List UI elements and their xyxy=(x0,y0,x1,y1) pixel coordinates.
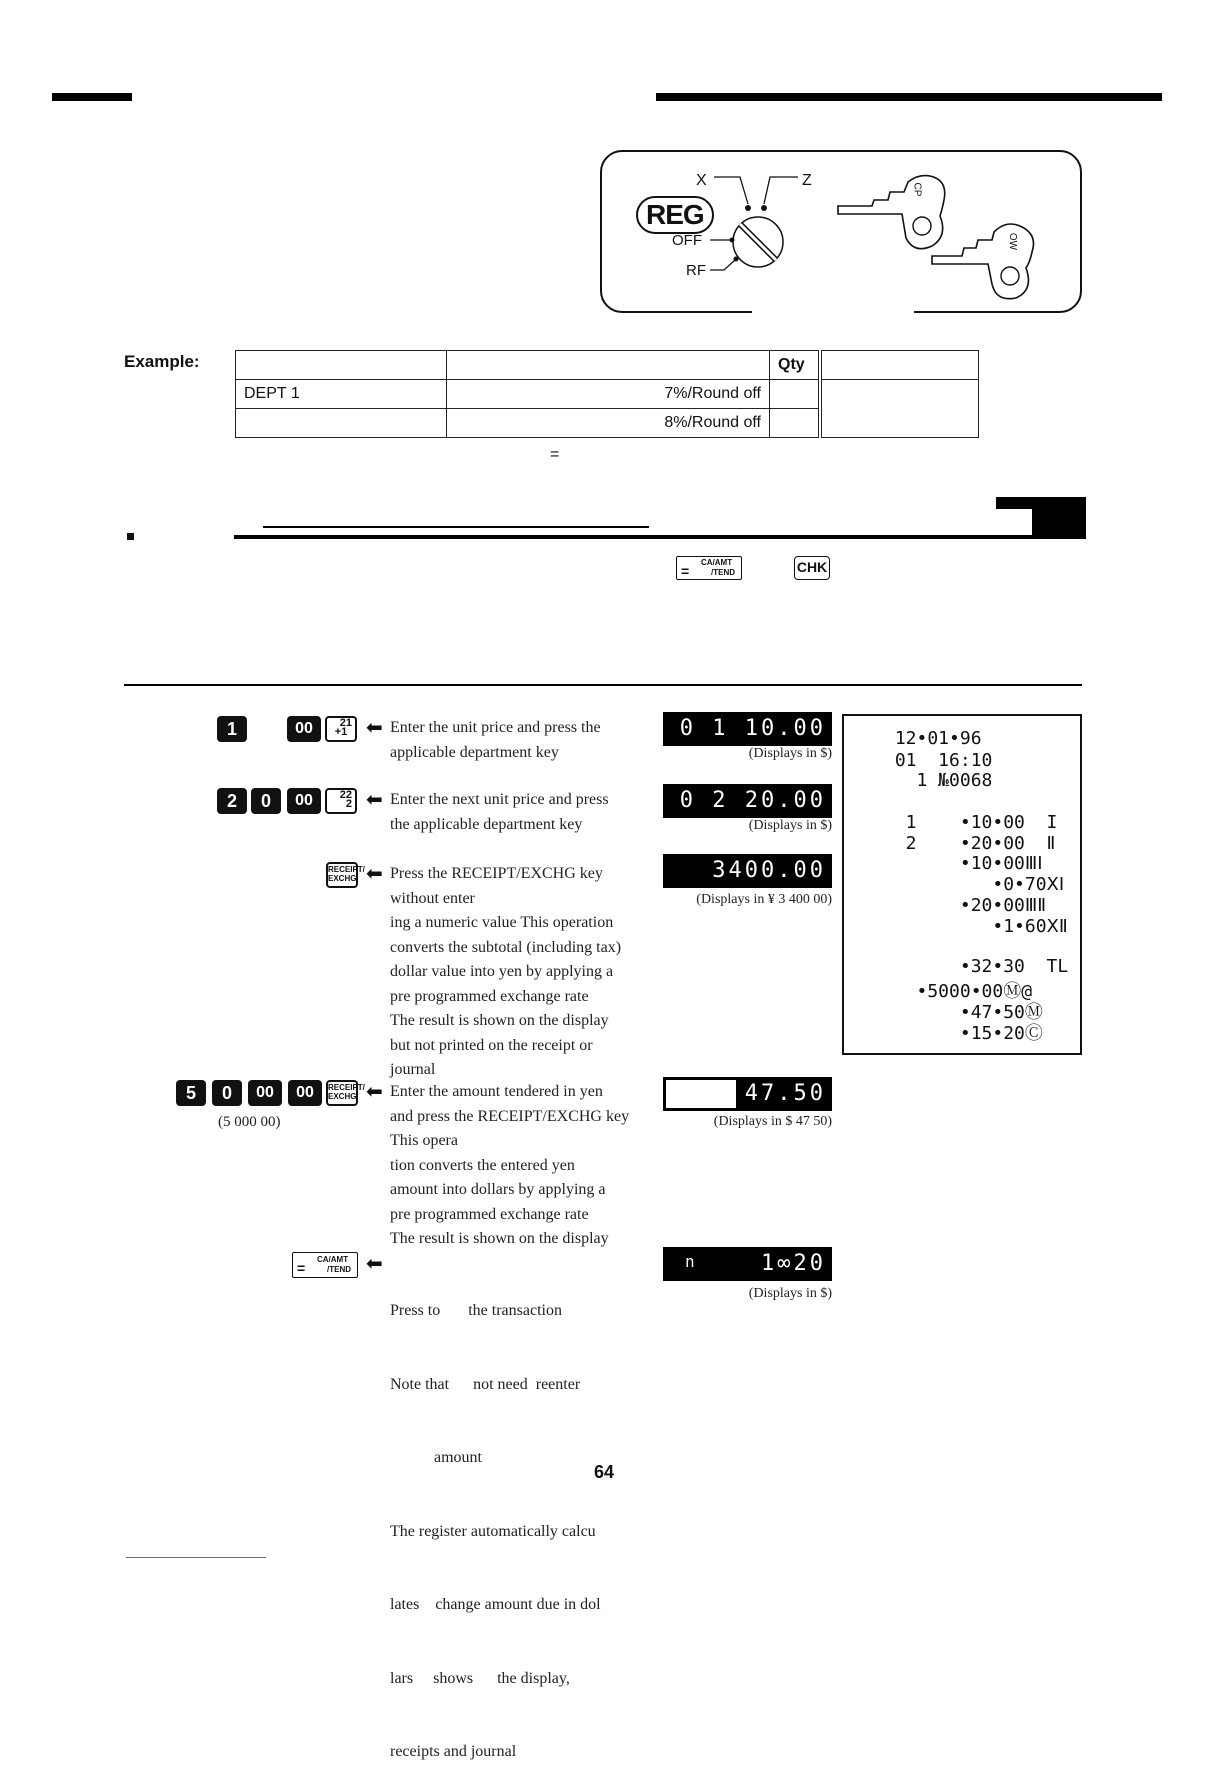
example-table xyxy=(235,350,979,438)
receipt-exchg-key xyxy=(326,1080,365,1106)
mode-switch-illustration xyxy=(600,150,1082,313)
receipt-line: •0•70ⅩⅠ xyxy=(884,874,1065,895)
step2-caption: (Displays in $) xyxy=(748,818,832,833)
dept-key-2 xyxy=(325,788,357,814)
desc-line: Press the RECEIPT/EXCHG key without enter xyxy=(390,865,603,907)
section-tab-block xyxy=(1032,497,1086,539)
desc-line: the applicable department key xyxy=(390,815,583,833)
key-00: 00 xyxy=(248,1080,282,1106)
dept-key-top: 22 xyxy=(339,789,352,801)
step3-display: 3400.00 xyxy=(663,854,832,888)
step4-caption: (Displays in $ 47 50) xyxy=(713,1114,832,1129)
step4-display: 47.50 xyxy=(663,1077,832,1111)
step5-display xyxy=(663,1247,832,1281)
arrow-icon: ⬅ xyxy=(366,717,383,739)
key-1: 1 xyxy=(217,716,247,742)
qty-cell xyxy=(770,409,821,438)
key-5: 5 xyxy=(176,1080,206,1106)
table-cell xyxy=(236,351,447,380)
ca-key-eq: = xyxy=(681,563,690,579)
step2-desc xyxy=(390,788,638,837)
section-tab-step xyxy=(996,497,1036,509)
dept-key-bottom: 2 xyxy=(345,798,352,810)
desc-line: The result is shown on the display xyxy=(390,1230,609,1247)
receipt-line: •32•30 TL xyxy=(884,956,1069,977)
chk-key: CHK xyxy=(794,556,830,580)
step1-display: 0 1 10.00 xyxy=(663,712,832,746)
step5-caption: (Displays in $) xyxy=(748,1286,832,1301)
footer-link-line xyxy=(126,1557,266,1558)
desc-line: pre programmed exchange rate xyxy=(390,987,589,1005)
section-underline-thin xyxy=(263,526,649,528)
mode-reg-label: REG xyxy=(636,196,714,234)
ca-key-bottom: /TEND xyxy=(327,1265,351,1274)
receipt-line: 1 №0068 xyxy=(884,770,993,791)
dept-cell xyxy=(236,409,447,438)
desc-line: and press the RECEIPT/EXCHG key This opera xyxy=(390,1107,630,1149)
desc-line: amount xyxy=(390,1449,482,1466)
receipt-printout xyxy=(842,714,1082,1055)
section-bullet xyxy=(127,533,134,540)
receipt-line: 1 •10•00 I xyxy=(884,812,1058,833)
step3-desc xyxy=(390,862,638,1083)
ca-key-top: CA/AMT xyxy=(701,558,733,567)
ca-amt-tend-key xyxy=(292,1252,358,1278)
display-value: 1∞20 xyxy=(761,1251,826,1276)
step4-desc xyxy=(390,1080,638,1252)
step4-display-blank xyxy=(666,1080,736,1108)
desc-line: lars shows the display, xyxy=(390,1669,570,1687)
desc-line: Enter the next unit price and press xyxy=(390,791,609,808)
desc-line: dollar value into yen by applying a xyxy=(390,963,614,980)
ca-key-bottom: /TEND xyxy=(711,568,735,577)
key-0: 0 xyxy=(251,788,281,814)
receipt-line: 01 16:10 xyxy=(884,750,993,771)
mode-off-label: OFF xyxy=(672,232,702,249)
desc-line: amount into dollars by applying a xyxy=(390,1181,606,1198)
qty-header: Qty xyxy=(770,351,821,380)
header-rule-right xyxy=(656,93,1162,101)
receipt-key-top: RECEIPT/ xyxy=(328,1083,365,1092)
section-underline-thick xyxy=(234,535,1086,539)
example-equals: = xyxy=(550,446,560,463)
desc-line: Enter the unit price and press the xyxy=(390,719,601,736)
dept-cell: DEPT 1 xyxy=(236,380,447,409)
step1-caption: (Displays in $) xyxy=(748,746,832,761)
desc-line: Note that not need reenter xyxy=(390,1375,581,1393)
mode-switch-bottom-gap-left xyxy=(752,308,914,316)
arrow-icon: ⬅ xyxy=(366,1081,383,1103)
key-2: 2 xyxy=(217,788,247,814)
key-0: 0 xyxy=(212,1080,242,1106)
dept-key-1 xyxy=(325,716,357,742)
desc-line: but not printed on the receipt or xyxy=(390,1036,593,1054)
desc-line: pre programmed exchange rate xyxy=(390,1205,589,1223)
mode-rf-label: RF xyxy=(686,262,706,279)
ca-key-eq: = xyxy=(297,1260,306,1276)
desc-line: tion converts the entered yen xyxy=(390,1156,575,1174)
receipt-line: 12•01•96 xyxy=(884,728,982,749)
procedure-divider xyxy=(124,684,1082,686)
key-00: 00 xyxy=(287,788,321,814)
desc-line: ing a numeric value This operation xyxy=(390,914,614,931)
table-cell xyxy=(820,351,979,380)
receipt-line: •20•00ⅢⅡ xyxy=(884,895,1047,916)
ca-key-top: CA/AMT xyxy=(317,1255,349,1264)
tax-cell: 7%/Round off xyxy=(447,380,770,409)
table-header-row xyxy=(236,351,979,380)
desc-line: Enter the amount tendered in yen xyxy=(390,1083,603,1100)
price-cell xyxy=(820,380,979,438)
desc-line: Press to the transaction xyxy=(390,1302,562,1319)
receipt-line: •10•00ⅢⅠ xyxy=(884,853,1043,874)
mode-z-label: Z xyxy=(802,172,812,189)
header-rule-left xyxy=(52,93,132,101)
key-00: 00 xyxy=(287,716,321,742)
receipt-key-bottom: EXCHG xyxy=(328,1092,357,1101)
arrow-icon: ⬅ xyxy=(366,789,383,811)
example-label: Example: xyxy=(124,352,200,371)
desc-line: journal xyxy=(390,1061,436,1078)
display-indicator: n xyxy=(685,1252,695,1271)
receipt-line: •5000•00Ⓜ@ xyxy=(884,981,1033,1002)
arrow-icon: ⬅ xyxy=(366,1253,383,1275)
key2-text: OW xyxy=(1007,232,1019,251)
desc-line: The result is shown on the display xyxy=(390,1012,609,1029)
step5-desc xyxy=(390,1250,638,1789)
receipt-exchg-key xyxy=(326,862,365,888)
key-00: 00 xyxy=(288,1080,322,1106)
arrow-icon: ⬅ xyxy=(366,863,383,885)
receipt-key-bottom: EXCHG xyxy=(328,874,357,883)
step2-display: 0 2 20.00 xyxy=(663,784,832,818)
desc-line: lates change amount due in dol xyxy=(390,1596,601,1613)
receipt-key-top: RECEIPT/ xyxy=(328,865,365,874)
desc-line: converts the subtotal (including tax) xyxy=(390,938,622,956)
qty-cell xyxy=(770,380,821,409)
receipt-line: •1•60ⅩⅡ xyxy=(884,916,1068,937)
receipt-line: •15•20Ⓒ xyxy=(884,1023,1043,1044)
step1-desc xyxy=(390,716,638,765)
receipt-line: 2 •20•00 Ⅱ xyxy=(884,833,1056,854)
desc-line: The register automatically calcu xyxy=(390,1522,596,1540)
desc-line: receipts and journal xyxy=(390,1743,517,1760)
desc-line: applicable department key xyxy=(390,743,559,761)
table-row xyxy=(236,380,979,409)
tax-cell: 8%/Round off xyxy=(447,409,770,438)
dept-key-bottom: +1 xyxy=(334,726,348,738)
dept-key-top: 21 xyxy=(339,717,352,729)
step4-amount: (5 000 00) xyxy=(218,1114,281,1130)
table-cell xyxy=(447,351,770,380)
receipt-line: •47•50Ⓜ xyxy=(884,1002,1043,1023)
page-number: 64 xyxy=(594,1462,615,1482)
key1-text: CP xyxy=(911,182,923,197)
ca-amt-tend-key xyxy=(676,556,742,580)
mode-x-label: X xyxy=(696,172,707,189)
step3-caption: (Displays in ¥ 3 400 00) xyxy=(696,892,832,907)
